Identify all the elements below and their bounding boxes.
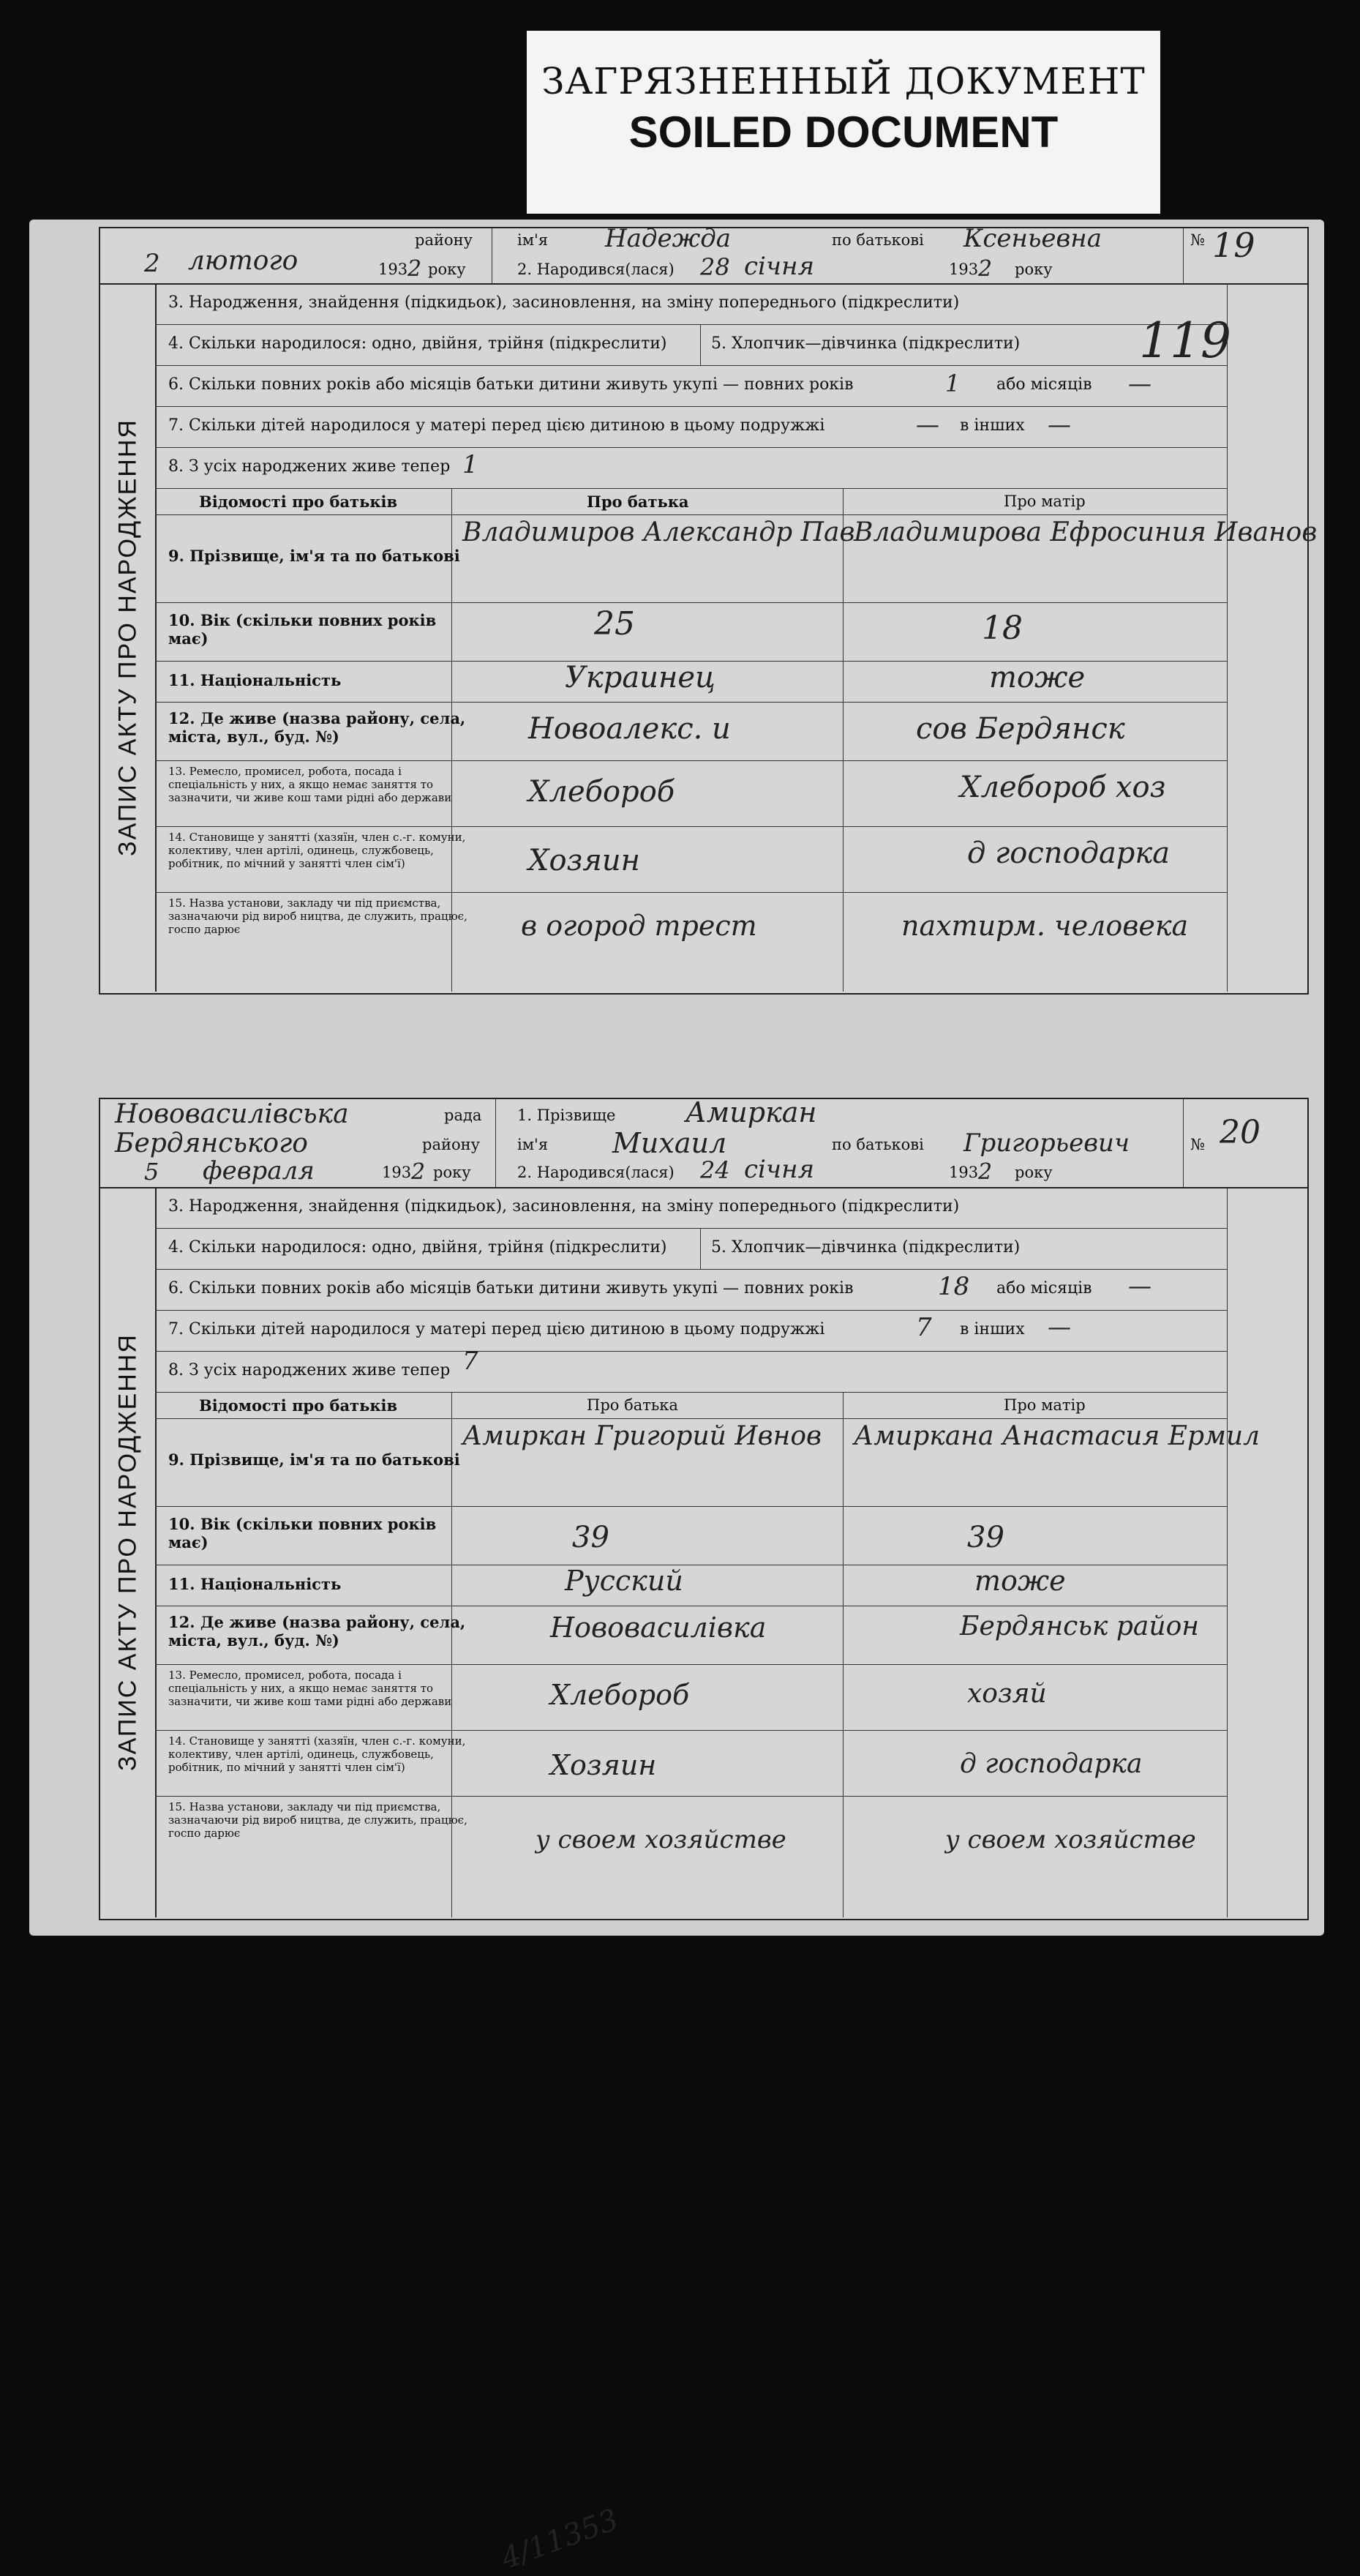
row-14-status: 14. Становище у занятті (хазяїн, член с.-г. комуни, колективу, член артілі, одинець, службовець, робітник, по мічний у занятті член сім'ї) Хозяин д господарка xyxy=(155,1730,1227,1797)
row-15-workplace: 15. Назва установи, закладу чи під приємства, зазначаючи рід вироб ництва, де служить, працює, госпо дарює у своем хозяйстве у своем хозяйстве xyxy=(168,1800,1196,1854)
parents-table-header: Відомості про батьків Про батька Про матір xyxy=(155,1392,1227,1419)
row-12-residence: 12. Де живе (назва району, села, міста, вул., буд. №) Новоалекс. и сов Бердянск xyxy=(155,702,1227,761)
birth-record-form-2 xyxy=(99,1096,1309,2576)
row-4-5: 4. Скільки народилося: одно, двійня, трійня (підкреслити) 5. Хлопчик—дівчинка (підкреслити) xyxy=(155,324,1227,366)
row-12-residence: 12. Де живе (назва району, села, міста, вул., буд. №) Нововасилівка Бердянськ район xyxy=(155,1606,1227,1665)
row-13-occupation: 13. Ремесло, промисел, робота, посада і спеціальність у них, а якщо немає заняття то зазначити, чи живе кош тами рідні або держави Хлебороб Хлебороб хоз xyxy=(155,760,1227,827)
form-side-title: ЗАПИС АКТУ ПРО НАРОДЖЕННЯ xyxy=(100,1187,157,1917)
row-7: 7. Скільки дітей народилося у матері перед цією дитиною в цьому подружжі — в інших — xyxy=(155,406,1227,448)
label-en: SOILED DOCUMENT xyxy=(628,108,1059,157)
row-15-workplace: 15. Назва установи, закладу чи під приємства, зазначаючи рід вироб ництва, де служить, працює, госпо дарює в огород трест пахтирм. человека xyxy=(168,896,1189,942)
form-header: Нововасилівська рада Бердянського району 5 февраля 193 2 року 1. Прізвище Амиркан ім'я Михаил по батькові Григорьевич 2. Народився(лася) 24 січня 193 2 року № 20 xyxy=(100,1099,1307,1188)
row-3: 3. Народження, знайдення (підкидьок), засиновлення, на зміну попереднього (підкреслити) xyxy=(155,283,1227,325)
birth-record-form-1 xyxy=(99,224,1318,995)
soiled-document-label xyxy=(527,31,1160,214)
row-14-status: 14. Становище у занятті (хазяїн, член с.-г. комуни, колективу, член артілі, одинець, службовець, робітник, по мічний у занятті член сім'ї) Хозяин д господарка xyxy=(155,826,1227,893)
row-9-names: 9. Прізвище, ім'я та по батькові Владимиров Александр Пав Владимирова Ефросиния Иванов xyxy=(155,514,1227,603)
row-11-nationality: 11. Національність Украинец тоже xyxy=(155,661,1227,703)
row-13-occupation: 13. Ремесло, промисел, робота, посада і спеціальність у них, а якщо немає заняття то зазначити, чи живе кош тами рідні або держави Хлебороб хозяй xyxy=(155,1664,1227,1731)
row-7: 7. Скільки дітей народилося у матері перед цією дитиною в цьому подружжі 7 в інших — xyxy=(155,1310,1227,1352)
row-9-names: 9. Прізвище, ім'я та по батькові Амиркан Григорий Ивнов Амиркана Анастасия Ермил xyxy=(155,1418,1227,1507)
form-side-title: ЗАПИС АКТУ ПРО НАРОДЖЕННЯ xyxy=(100,283,157,992)
row-8: 8. З усіх народжених живе тепер 7 xyxy=(155,1351,1227,1393)
row-8: 8. З усіх народжених живе тепер 1 xyxy=(155,447,1227,489)
row-6: 6. Скільки повних років або місяців батьки дитини живуть укупі — повних років 1 або місяців — xyxy=(155,365,1227,407)
row-6: 6. Скільки повних років або місяців батьки дитини живуть укупі — повних років 18 або місяців — xyxy=(155,1269,1227,1311)
row-10-age: 10. Вік (скільки повних років має) 39 39 xyxy=(155,1506,1227,1565)
row-11-nationality: 11. Національність Русский тоже xyxy=(155,1565,1227,1606)
form-header: 2 лютого району 193 2 року ім'я Надежда по батькові Ксеньевна 2. Народився(лася) 28 січня 193 2 року № 19 xyxy=(100,228,1307,285)
parents-table-header: Відомості про батьків Про батька Про матір xyxy=(155,488,1227,515)
label-ru: ЗАГРЯЗНЕННЫЙ ДОКУМЕНТ xyxy=(541,60,1146,102)
row-10-age: 10. Вік (скільки повних років має) 25 18 xyxy=(155,602,1227,662)
row-4-5: 4. Скільки народилося: одно, двійня, трійня (підкреслити) 5. Хлопчик—дівчинка (підкреслити) xyxy=(155,1228,1227,1270)
row-3: 3. Народження, знайдення (підкидьок), засиновлення, на зміну попереднього (підкреслити) xyxy=(155,1187,1227,1229)
archive-reference-note: 4/11353 xyxy=(497,2502,623,2576)
record-number-handwritten: 119 xyxy=(1139,312,1231,369)
